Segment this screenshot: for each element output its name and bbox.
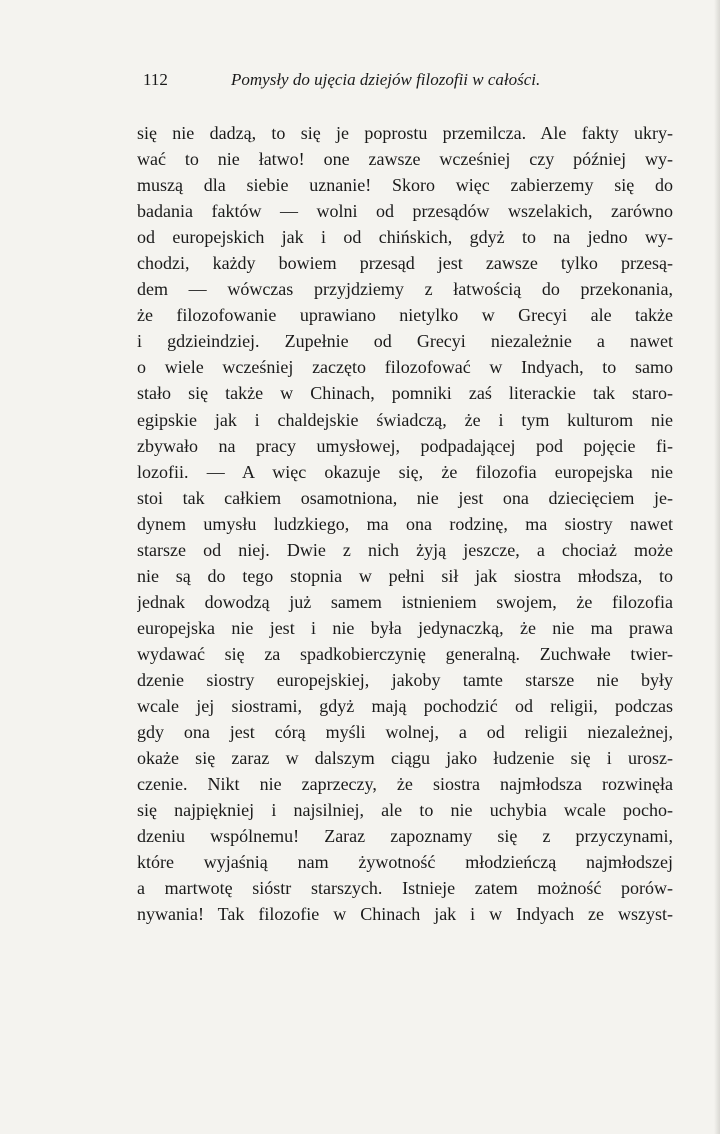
- text-line: badania faktów — wolni od przesądów wszelakich, zarówno: [137, 201, 673, 222]
- text-line: wcale jej siostrami, gdyż mają pochodzić od religii, podczas: [137, 696, 673, 717]
- text-line: wydawać się za spadkobierczynię generalną. Zuchwałe twier-: [137, 643, 673, 664]
- text-line: a martwotę sióstr starszych. Istnieje zatem możność porów-: [137, 878, 673, 899]
- text-line: się najpiękniej i najsilniej, ale to nie uchybia wcale pocho-: [137, 800, 673, 821]
- page-number: 112: [143, 70, 168, 89]
- text-line: europejska nie jest i nie była jedynaczką, że nie ma prawa: [137, 617, 673, 638]
- text-line: stoi tak całkiem osamotniona, nie jest ona dziecięciem je-: [137, 487, 673, 508]
- text-line: dzenie siostry europejskiej, jakoby tamte starsze nie były: [137, 669, 673, 690]
- text-line: stało się także w Chinach, pomniki zaś literackie tak staro-: [137, 383, 673, 404]
- text-line: zbywało na pracy umysłowej, podpadającej pod pojęcie fi-: [137, 435, 673, 456]
- running-title: Pomysły do ujęcia dziejów filozofii w całości.: [231, 70, 541, 89]
- text-line: się nie dadzą, to się je poprostu przemilcza. Ale fakty ukry-: [137, 123, 673, 143]
- text-line: i gdzieindziej. Zupełnie od Grecyi niezależnie a nawet: [137, 331, 673, 352]
- page-header: [143, 68, 603, 92]
- text-line: jednak dowodzą już samem istnieniem swojem, że filozofia: [137, 591, 673, 612]
- text-line: dzeniu wspólnemu! Zaraz zapoznamy się z przyczynami,: [137, 826, 673, 847]
- text-line: że filozofowanie uprawiano nietylko w Grecyi ale także: [137, 305, 673, 326]
- text-line: gdy ona jest córą myśli wolnej, a od religii niezależnej,: [137, 722, 673, 743]
- text-line: nywania! Tak filozofie w Chinach jak i w Indyach ze wszyst-: [137, 904, 673, 925]
- text-line: starsze od niej. Dwie z nich żyją jeszcze, a chociaż może: [137, 539, 673, 560]
- text-line: które wyjaśnią nam żywotność młodzieńczą najmłodszej: [137, 852, 673, 873]
- text-line: okaże się zaraz w dalszym ciągu jako łudzenie się i urosz-: [137, 748, 673, 769]
- text-line: egipskie jak i chaldejskie świadczą, że i tym kulturom nie: [137, 409, 673, 430]
- text-line: czenie. Nikt nie zaprzeczy, że siostra najmłodsza rozwinęła: [137, 774, 673, 795]
- text-line: nie są do tego stopnia w pełni sił jak siostra młodsza, to: [137, 565, 673, 586]
- text-line: dem — wówczas przyjdziemy z łatwością do przekonania,: [137, 279, 673, 300]
- text-line: dynem umysłu ludzkiego, ma ona rodzinę, ma siostry nawet: [137, 513, 673, 534]
- text-line: chodzi, każdy bowiem przesąd jest zawsze tylko przesą-: [137, 253, 673, 274]
- text-line: wać to nie łatwo! one zawsze wcześniej czy później wy-: [137, 149, 673, 170]
- text-line: o wiele wcześniej zaczęto filozofować w Indyach, to samo: [137, 357, 673, 378]
- body-text: [137, 120, 673, 927]
- page-edge: [714, 0, 720, 1134]
- text-line: od europejskich jak i od chińskich, gdyż to na jedno wy-: [137, 227, 673, 248]
- text-line: muszą dla siebie uznanie! Skoro więc zabierzemy się do: [137, 175, 673, 196]
- text-line: lozofii. — A więc okazuje się, że filozofia europejska nie: [137, 461, 673, 482]
